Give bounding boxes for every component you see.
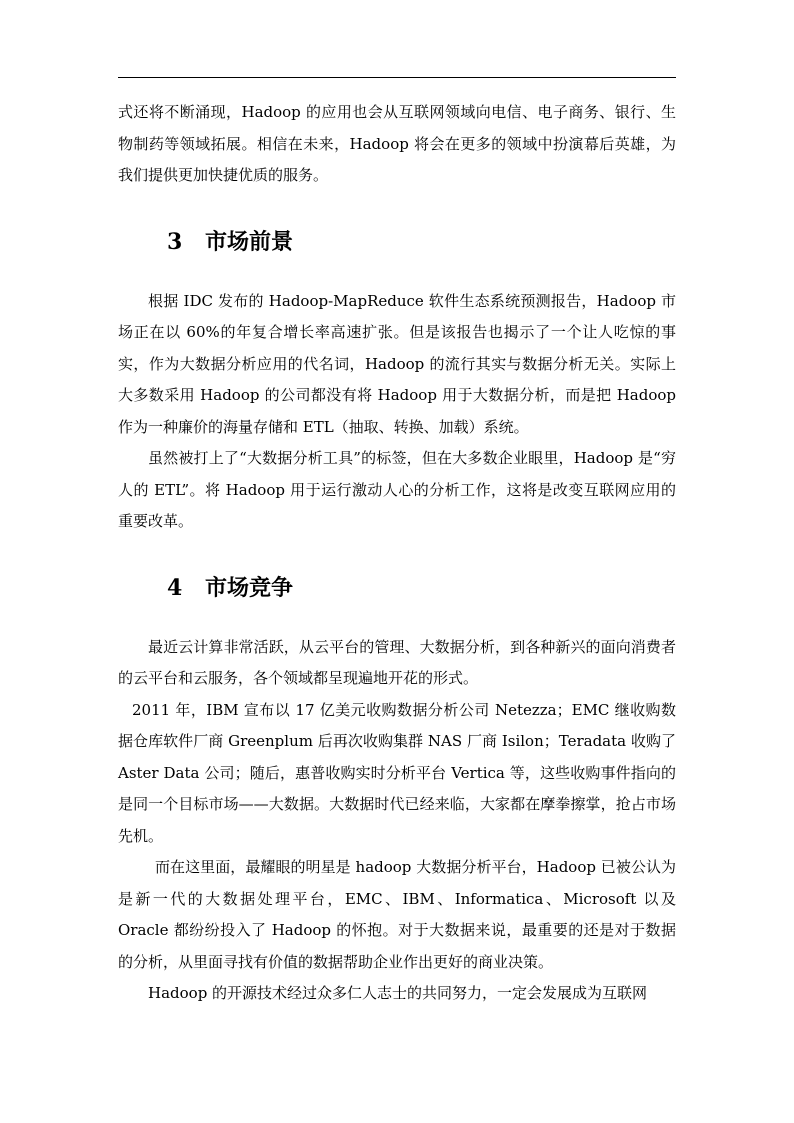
section-3-paragraph-2: 虽然被打上了“大数据分析工具”的标签，但在大多数企业眼里，Hadoop 是“穷人的 ETL”。将 Hadoop 用于运行激动人心的分析工作，这将是改变互联网应用的重要改革。 (118, 449, 676, 530)
section-3-heading (118, 228, 676, 256)
header-rule (118, 77, 676, 78)
section-4-heading (118, 574, 676, 602)
section-3-paragraph-1: 根据 IDC 发布的 Hadoop-MapReduce 软件生态系统预测报告，Hadoop 市场正在以 60%的年复合增长率高速扩张。但是该报告也揭示了一个让人吃惊的事实，作为大数据分析应用的代名词，Hadoop 的流行其实与数据分析无关。实际上大多数采用 Hadoop 的公司都没有将 Hadoop 用于大数据分析，而是把 Hadoop 作为一种廉价的海量存储和 ETL（抽取、转换、加载）系统。 (118, 291, 676, 436)
section-4-paragraph-2: 2011 年，IBM 宣布以 17 亿美元收购数据分析公司 Netezza；EMC 继收购数据仓库软件厂商 Greenplum 后再次收购集群 NAS 厂商 Isilon；Teradata 收购了 Aster Data 公司；随后，惠普收购实时分析平台 Vertica 等，这些收购事件指向的是同一个目标市场——大数据。大数据时代已经来临，大家都在摩拳擦掌，抢占市场先机。 (118, 700, 676, 845)
intro-paragraph: 式还将不断涌现，Hadoop 的应用也会从互联网领域向电信、电子商务、银行、生物制药等领域拓展。相信在未来，Hadoop 将会在更多的领域中扮演幕后英雄，为我们提供更加快捷优质的服务。 (118, 103, 676, 184)
section-3-number: 3 (167, 228, 183, 255)
section-4-title: 市场竞争 (205, 574, 294, 601)
section-4-paragraph-3: 而在这里面，最耀眼的明星是 hadoop 大数据分析平台，Hadoop 已被公认为是新一代的大数据处理平台，EMC、IBM、Informatica、Microsoft 以及 Oracle 都纷纷投入了 Hadoop 的怀抱。对于大数据来说，最重要的还是对于数据的分析，从里面寻找有价值的数据帮助企业作出更好的商业决策。 (118, 858, 676, 971)
section-4-paragraph-4: Hadoop 的开源技术经过众多仁人志士的共同努力，一定会发展成为互联网 (148, 984, 648, 1002)
section-3-title: 市场前景 (205, 228, 294, 255)
section-4-number: 4 (167, 574, 183, 601)
section-4-paragraph-1: 最近云计算非常活跃，从云平台的管理、大数据分析，到各种新兴的面向消费者的云平台和云服务，各个领域都呈现遍地开花的形式。 (118, 637, 676, 687)
page-content (118, 97, 676, 1010)
